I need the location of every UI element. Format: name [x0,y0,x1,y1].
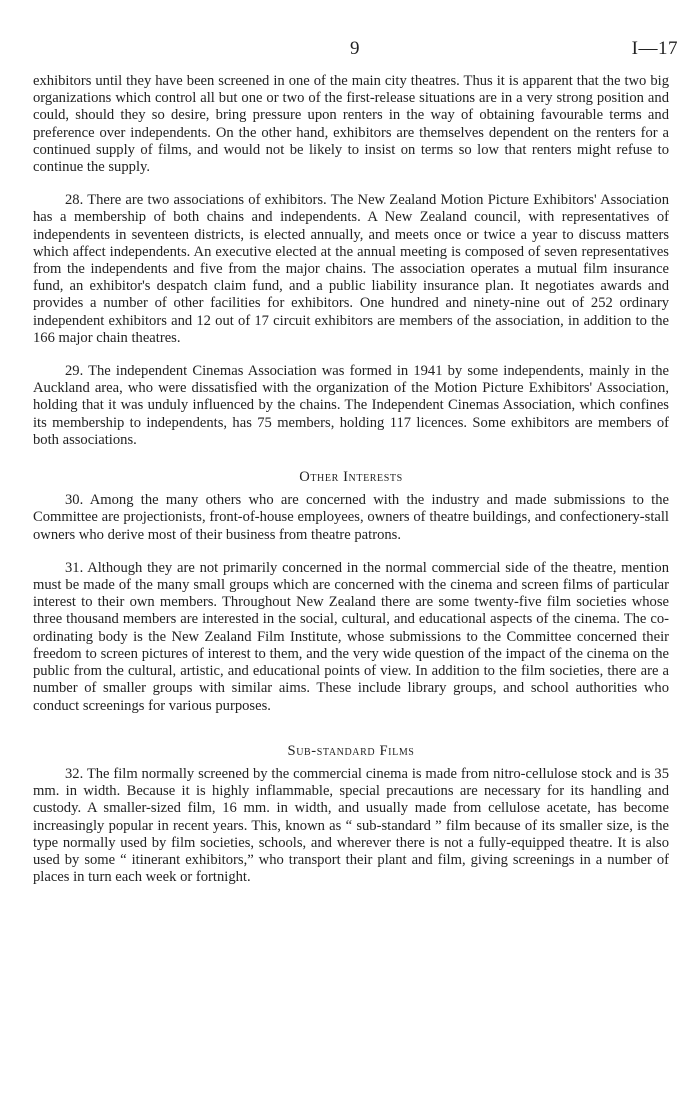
paragraph-29: 29. The independent Cinemas Association was formed in 1941 by some independents, mainly in the Auckland area, who were dissatisfied with the organization of the Motion Picture Exhibitors' Association, holding that it was unduly influenced by the chains. The Independent Cinemas Association, which confines its membership to independents, has 75 members, holding 117 licences. Some exhibitors are members of both associations. [33,363,669,448]
paragraph-31: 31. Although they are not primarily concerned in the normal commercial side of the theatre, mention must be made of the many small groups which are concerned with the cinema and screen films of particular interest to their own members. Throughout New Zealand there are some twenty-five film societies whose three thousand members are interested in the social, cultural, and educational aspects of the cinema. The co-ordinating body is the New Zealand Film Institute, whose submissions to the Committee concerned their freedom to screen pictures of interest to them, and the very wide question of the impact of the cinema on the public from the cultural, artistic, and educational points of view. In addition to the film societies, there are a number of smaller groups with similar aims. These include library groups, and school authorities who conduct screenings for various purposes. [33,559,669,714]
page-header [0,38,700,62]
paragraph-continued: exhibitors until they have been screened in one of the main city theatres. Thus it is apparent that the two big organizations which control all but one or two of the first-release situations are in a very strong position and could, should they so desire, bring pressure upon renters in the way of obtaining favourable terms and preference over independents. On the other hand, exhibitors are themselves dependent on the renters for a continued supply of films, and would not be likely to insist on terms so low that renters might refuse to continue the supply. [33,73,669,176]
paragraph-30: 30. Among the many others who are concerned with the industry and made submissions to the Committee are projectionists, front-of-house employees, owners of theatre buildings, and confectionery-stall owners who derive most of their business from theatre patrons. [33,492,669,543]
document-reference: I—17 [631,38,678,59]
page-number: 9 [350,38,360,59]
body-text [33,73,669,886]
section-heading-sub-standard-films: Sub-standard Films [287,742,415,759]
paragraph-28: 28. There are two associations of exhibitors. The New Zealand Motion Picture Exhibitors' Association has a membership of both chains and independents. A New Zealand council, with representatives of independents in seventeen districts, is elected annually, and meets once or twice a year to discuss matters which affect independents. An executive elected at the annual meeting is composed of seven representatives from the independents and five from the major chains. The association operates a mutual film insurance fund, an exhibitor's despatch claim fund, and a public liability insurance plan. It negotiates awards and provides a number of other facilities for exhibitors. One hundred and ninety-nine out of 252 ordinary independent exhibitors and 12 out of 17 circuit exhibitors are members of the association, in addition to the 166 major chain theatres. [33,192,669,346]
paragraph-32: 32. The film normally screened by the commercial cinema is made from nitro-cellulose stock and is 35 mm. in width. Because it is highly inflammable, special precautions are necessary for its handling and custody. A smaller-sized film, 16 mm. in width, and usually made from cellulose acetate, has become increasingly popular in recent years. This, known as “ sub-standard ” film because of its smaller size, is the type normally used by film societies, schools, and wherever there is not a fully-equipped theatre. It is also used by some “ itinerant exhibitors,” who transport their plant and film, giving screenings in a number of places in turn each week or fortnight. [33,765,669,886]
section-heading-other-interests: Other Interests [299,469,403,486]
